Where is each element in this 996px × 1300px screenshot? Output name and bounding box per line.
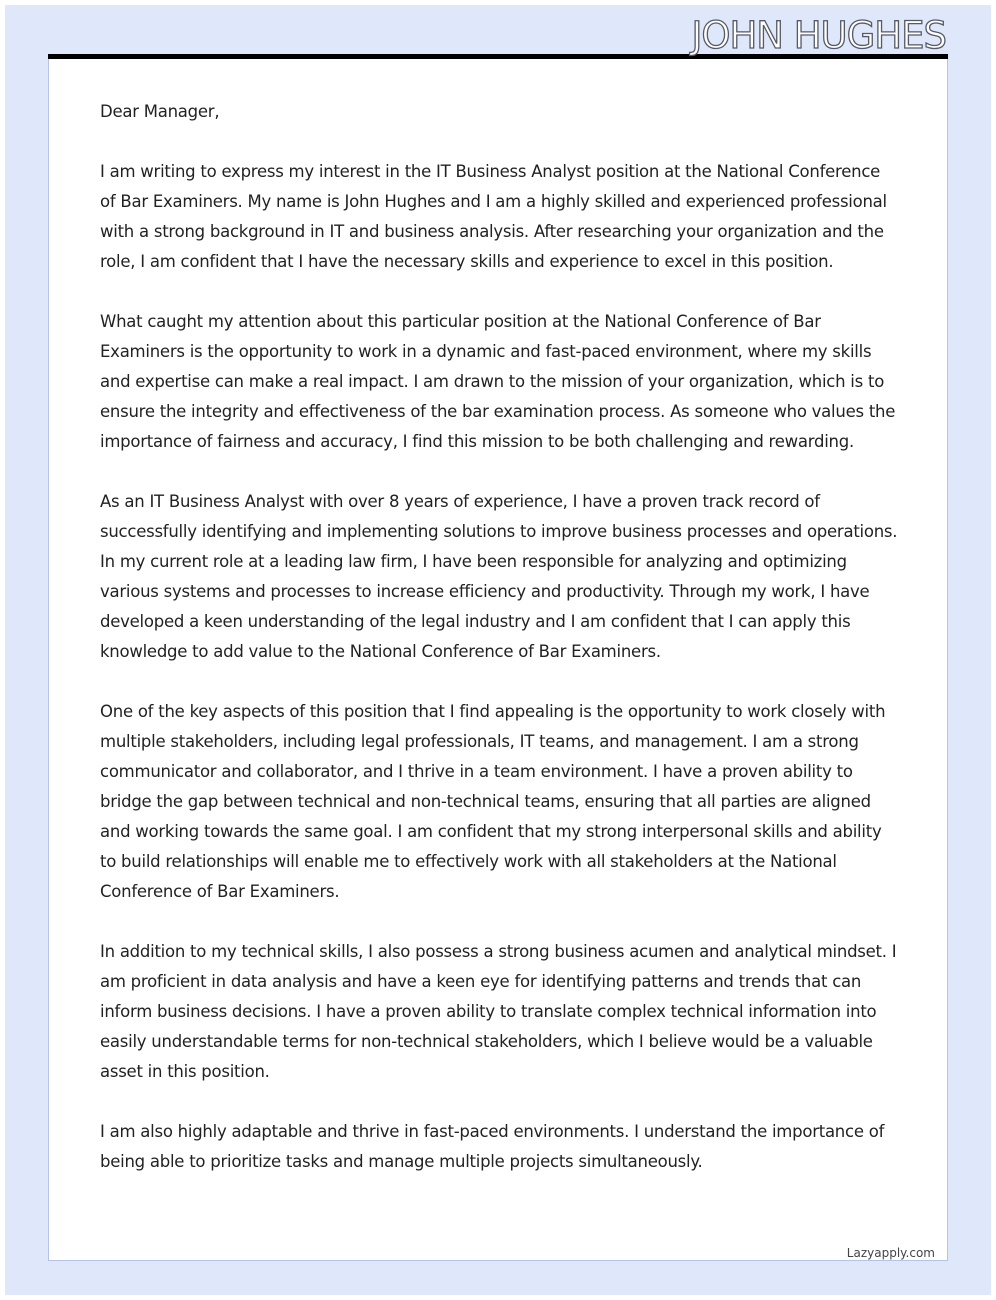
paragraph-business-acumen: In addition to my technical skills, I also possess a strong business acumen and analytical mindset. I am proficient in data analysis and have a keen eye for identifying patterns and trends that can inform business decisions. I have a proven ability to translate complex technical information into easily understandable terms for non-technical stakeholders, which I believe would be a valuable asset in this position. (100, 942, 897, 1081)
paragraph-motivation: What caught my attention about this particular position at the National Conference of Bar Examiners is the opportunity to work in a dynamic and fast-paced environment, where my skills and expertise can make a real impact. I am drawn to the mission of your organization, which is to ensure the integrity and effectiveness of the bar examination process. As someone who values the importance of fairness and accuracy, I find this mission to be both challenging and rewarding. (100, 312, 896, 451)
paragraph-collaboration: One of the key aspects of this position that I find appealing is the opportunity to work closely with multiple stakeholders, including legal professionals, IT teams, and management. I am a strong communicator and collaborator, and I thrive in a team environment. I have a proven ability to bridge the gap between technical and non-technical teams, ensuring that all parties are aligned and working towards the same goal. I am confident that my strong interpersonal skills and ability to build relationships will enable me to effectively work with all stakeholders at the National Conference of Bar Examiners. (100, 702, 886, 901)
paragraph-experience: As an IT Business Analyst with over 8 years of experience, I have a proven track record of successfully identifying and implementing solutions to improve business processes and operations. In my current role at a leading law firm, I have been responsible for analyzing and optimizing various systems and processes to increase efficiency and productivity. Through my work, I have developed a keen understanding of the legal industry and I am confident that I can apply this knowledge to add value to the National Conference of Bar Examiners. (100, 492, 898, 661)
watermark: Lazyapply.com (846, 1246, 935, 1260)
applicant-name: JOHN HUGHES (691, 14, 946, 57)
paragraph-intro: I am writing to express my interest in the IT Business Analyst position at the National Conference of Bar Examiners. My name is John Hughes and I am a highly skilled and experienced professional with a strong background in IT and business analysis. After researching your organization and the role, I am confident that I have the necessary skills and experience to excel in this position. (100, 162, 887, 271)
letter-body (100, 97, 900, 1207)
salutation: Dear Manager, (100, 102, 220, 121)
paragraph-adaptability: I am also highly adaptable and thrive in fast-paced environments. I understand the importance of being able to prioritize tasks and manage multiple projects simultaneously. (100, 1122, 885, 1171)
